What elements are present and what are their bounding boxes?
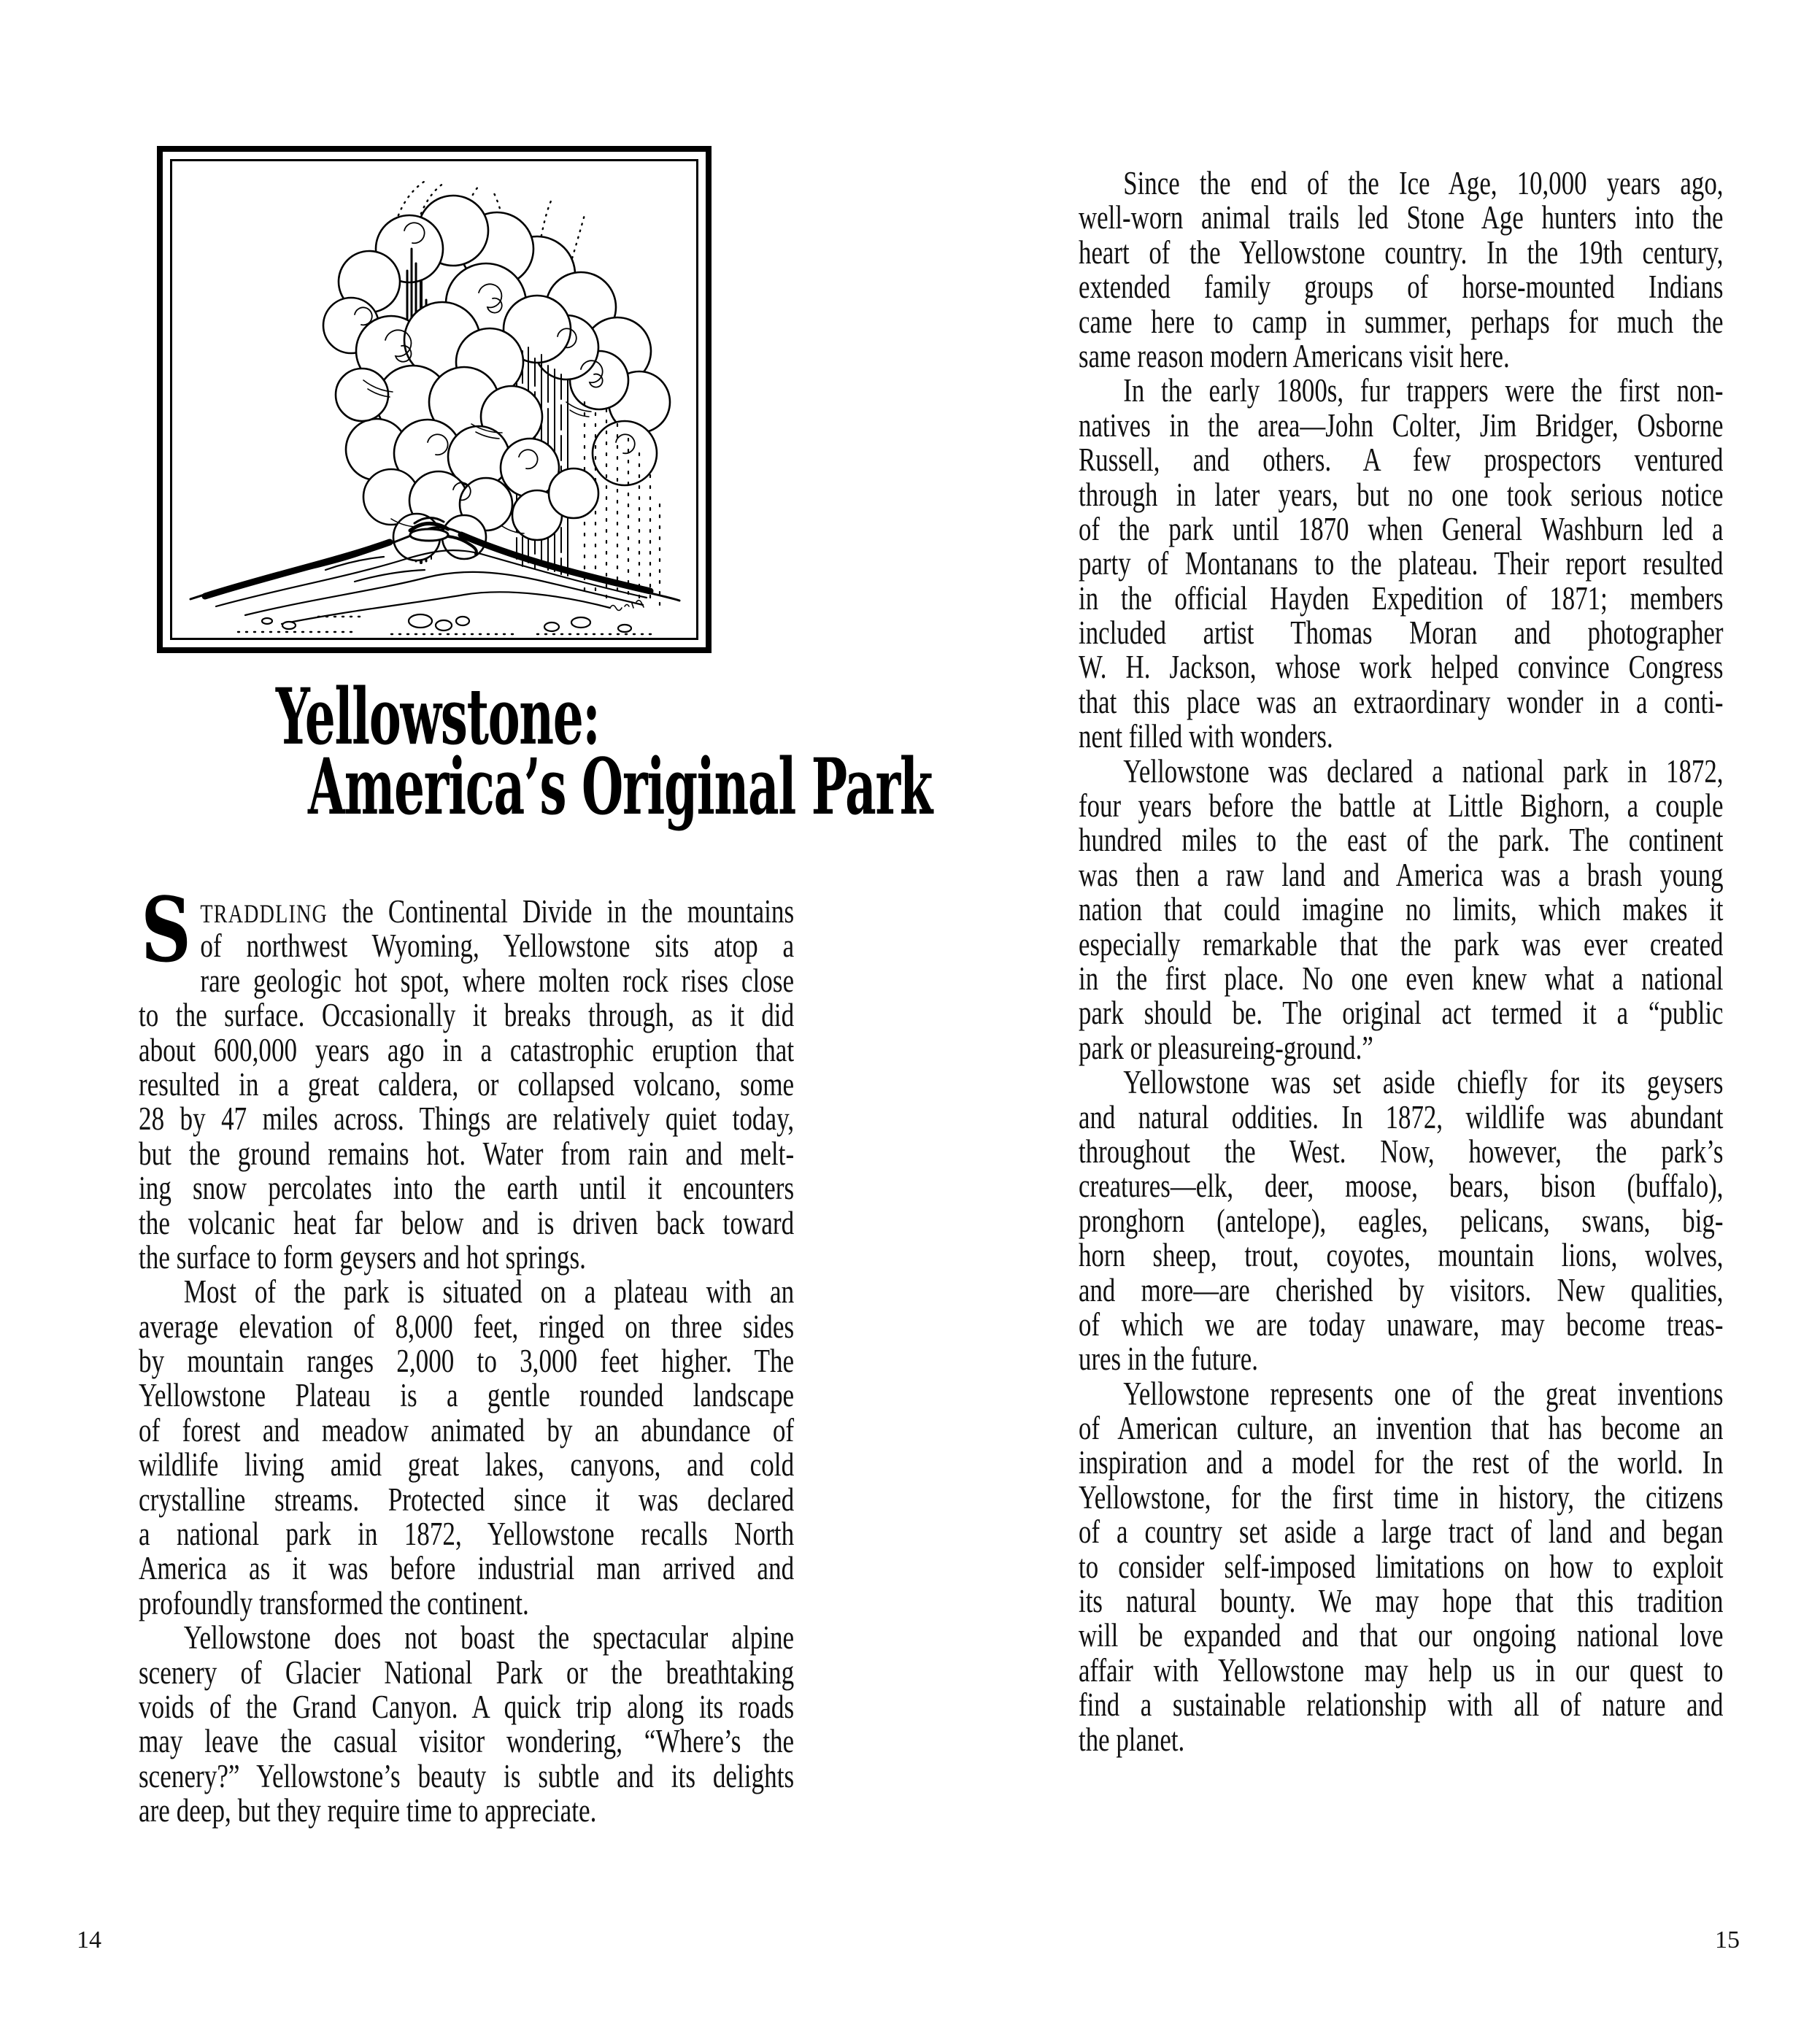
text-line: the planet.: [1079, 1721, 1185, 1758]
paragraph: [139, 1275, 794, 1621]
chapter-title-line2: America’s Original Park: [308, 741, 933, 832]
text-line: voids of the Grand Canyon. A quick trip along its roads: [139, 1688, 795, 1725]
right-page-text-column: [1079, 166, 1724, 1757]
text-line: by mountain ranges 2,000 to 3,000 feet higher. The: [139, 1343, 795, 1380]
text-line: park or pleasureing-ground.”: [1079, 1029, 1373, 1066]
text-line: party of Montanans to the plateau. Their report resulted: [1079, 545, 1724, 582]
text-line: and more—are cherished by visitors. New qualities,: [1079, 1271, 1724, 1308]
text-line: to the surface. Occasionally it breaks through, as it did: [139, 997, 795, 1034]
text-line: hundred miles to the east of the park. The continent: [1079, 822, 1724, 859]
text-line: nation that could imagine no limits, which makes it: [1079, 891, 1724, 928]
text-line: included artist Thomas Moran and photographer: [1079, 614, 1724, 652]
geyser-illustration: [170, 159, 698, 640]
text-line: Yellowstone represents one of the great inventions: [1123, 1375, 1724, 1412]
paragraph: [1079, 166, 1724, 374]
text-line: Yellowstone does not boast the spectacular alpine: [183, 1619, 795, 1656]
text-line: average elevation of 8,000 feet, ringed on three sides: [139, 1308, 795, 1345]
geyser-illustration-frame: [157, 146, 712, 653]
text-line: and natural oddities. In 1872, wildlife was abundant: [1079, 1098, 1724, 1135]
small-caps-word: TRADDLING: [200, 899, 328, 928]
text-line: was then a raw land and America was a brash young: [1079, 856, 1724, 893]
text-line: of American culture, an invention that has become an: [1079, 1410, 1724, 1447]
text-line: natives in the area—John Colter, Jim Bridger, Osborne: [1079, 406, 1724, 444]
drop-cap-letter: S: [141, 877, 191, 982]
text-line: extended family groups of horse-mounted Indians: [1079, 269, 1724, 306]
text-line: four years before the battle at Little Bighorn, a couple: [1079, 787, 1724, 825]
text-line: Yellowstone was set aside chiefly for its geysers: [1123, 1064, 1724, 1101]
first-line-rest: the Continental Divide in the mountains: [327, 893, 795, 930]
text-line: affair with Yellowstone may help us in our quest to: [1079, 1651, 1724, 1689]
text-line: heart of the Yellowstone country. In the 19th century,: [1079, 234, 1724, 271]
text-line: wildlife living amid great lakes, canyons, and cold: [139, 1446, 795, 1484]
text-line: Yellowstone was declared a national park in 1872,: [1123, 752, 1724, 790]
text-line: nent filled with wonders.: [1079, 718, 1333, 755]
text-line: crystalline streams. Protected since it was declared: [139, 1481, 795, 1518]
text-line: resulted in a great caldera, or collapsed volcano, some: [139, 1065, 795, 1103]
text-line: [139, 895, 794, 929]
text-line: park should be. The original act termed it a “public: [1079, 995, 1724, 1032]
text-line: scenery of Glacier National Park or the breathtaking: [139, 1654, 795, 1691]
text-line: same reason modern Americans visit here.: [1079, 337, 1510, 374]
paragraph: [1079, 752, 1724, 1066]
text-line: in the first place. No one even knew what a national: [1079, 960, 1724, 997]
text-line: scenery?” Yellowstone’s beauty is subtle and its delights: [139, 1757, 795, 1794]
text-line: 28 by 47 miles across. Things are relatively quiet today,: [139, 1100, 795, 1138]
text-line: its natural bounty. We may hope that this tradition: [1079, 1583, 1724, 1620]
text-line: of forest and meadow animated by an abundance of: [139, 1411, 795, 1449]
page-number-right: 15: [1715, 1926, 1740, 1953]
paragraph-lines: [139, 929, 794, 1275]
text-line: America as it was before industrial man arrived and: [139, 1550, 795, 1587]
paragraph: [139, 1621, 794, 1828]
text-line: creatures—elk, deer, moose, bears, bison (buffalo),: [1079, 1168, 1724, 1205]
text-line: of which we are today unaware, may become treas-: [1079, 1305, 1724, 1343]
paragraph: [1079, 374, 1724, 754]
text-line: through in later years, but no one took serious notice: [1079, 476, 1724, 513]
text-line: will be expanded and that our ongoing national love: [1079, 1617, 1724, 1654]
text-line: especially remarkable that the park was ever created: [1079, 925, 1724, 963]
text-line: to consider self-imposed limitations on how to exploit: [1079, 1548, 1724, 1585]
paragraph: [1079, 1377, 1724, 1757]
text-line: In the early 1800s, fur trappers were the first non-: [1123, 372, 1724, 409]
chapter-title-line1: Yellowstone:: [276, 671, 600, 762]
text-line: a national park in 1872, Yellowstone recalls North: [139, 1516, 795, 1553]
text-line: of a country set aside a large tract of land and began: [1079, 1513, 1724, 1551]
paragraph: [1079, 1065, 1724, 1377]
text-line: Most of the park is situated on a plateau with an: [183, 1273, 795, 1311]
text-line: find a sustainable relationship with all of nature and: [1079, 1686, 1724, 1724]
text-line: W. H. Jackson, whose work helped convince Congress: [1079, 649, 1724, 686]
text-line: Yellowstone, for the first time in history, the citizens: [1079, 1478, 1724, 1516]
opening-paragraph: [139, 877, 795, 1276]
text-line: horn sheep, trout, coyotes, mountain lions, wolves,: [1079, 1237, 1724, 1274]
text-line: are deep, but they require time to appreciate.: [139, 1792, 597, 1829]
text-line: of northwest Wyoming, Yellowstone sits atop a: [200, 927, 795, 965]
left-page-text-column: [139, 877, 795, 1829]
text-line: well-worn animal trails led Stone Age hunters into the: [1079, 199, 1724, 236]
chapter-title: [117, 671, 933, 832]
text-line: Since the end of the Ice Age, 10,000 years ago,: [1123, 165, 1724, 201]
text-line: throughout the West. Now, however, the park’s: [1079, 1133, 1724, 1170]
text-line: but the ground remains hot. Water from rain and melt-: [139, 1135, 795, 1172]
page-number-left: 14: [77, 1926, 101, 1953]
text-line: rare geologic hot spot, where molten rock rises close: [200, 962, 795, 999]
text-line: came here to camp in summer, perhaps for much the: [1079, 303, 1724, 340]
text-line: the surface to form geysers and hot springs.: [139, 1238, 586, 1276]
text-line: ures in the future.: [1079, 1341, 1258, 1378]
text-line: in the official Hayden Expedition of 1871; members: [1079, 579, 1724, 617]
text-line: Yellowstone Plateau is a gentle rounded landscape: [139, 1377, 795, 1414]
text-line: about 600,000 years ago in a catastrophic eruption that: [139, 1031, 795, 1068]
text-line: of the park until 1870 when General Washburn led a: [1079, 510, 1724, 547]
text-line: may leave the casual visitor wondering, “Where’s the: [139, 1723, 795, 1760]
text-line: ing snow percolates into the earth until it encounters: [139, 1170, 795, 1207]
text-line: the volcanic heat far below and is driven back toward: [139, 1204, 795, 1241]
text-line: that this place was an extraordinary wonder in a conti-: [1079, 683, 1724, 720]
text-line: profoundly transformed the continent.: [139, 1584, 529, 1621]
text-line: inspiration and a model for the rest of the world. In: [1079, 1444, 1724, 1481]
text-line: Russell, and others. A few prospectors ventured: [1079, 441, 1724, 479]
text-line: pronghorn (antelope), eagles, pelicans, swans, big-: [1079, 1202, 1724, 1239]
